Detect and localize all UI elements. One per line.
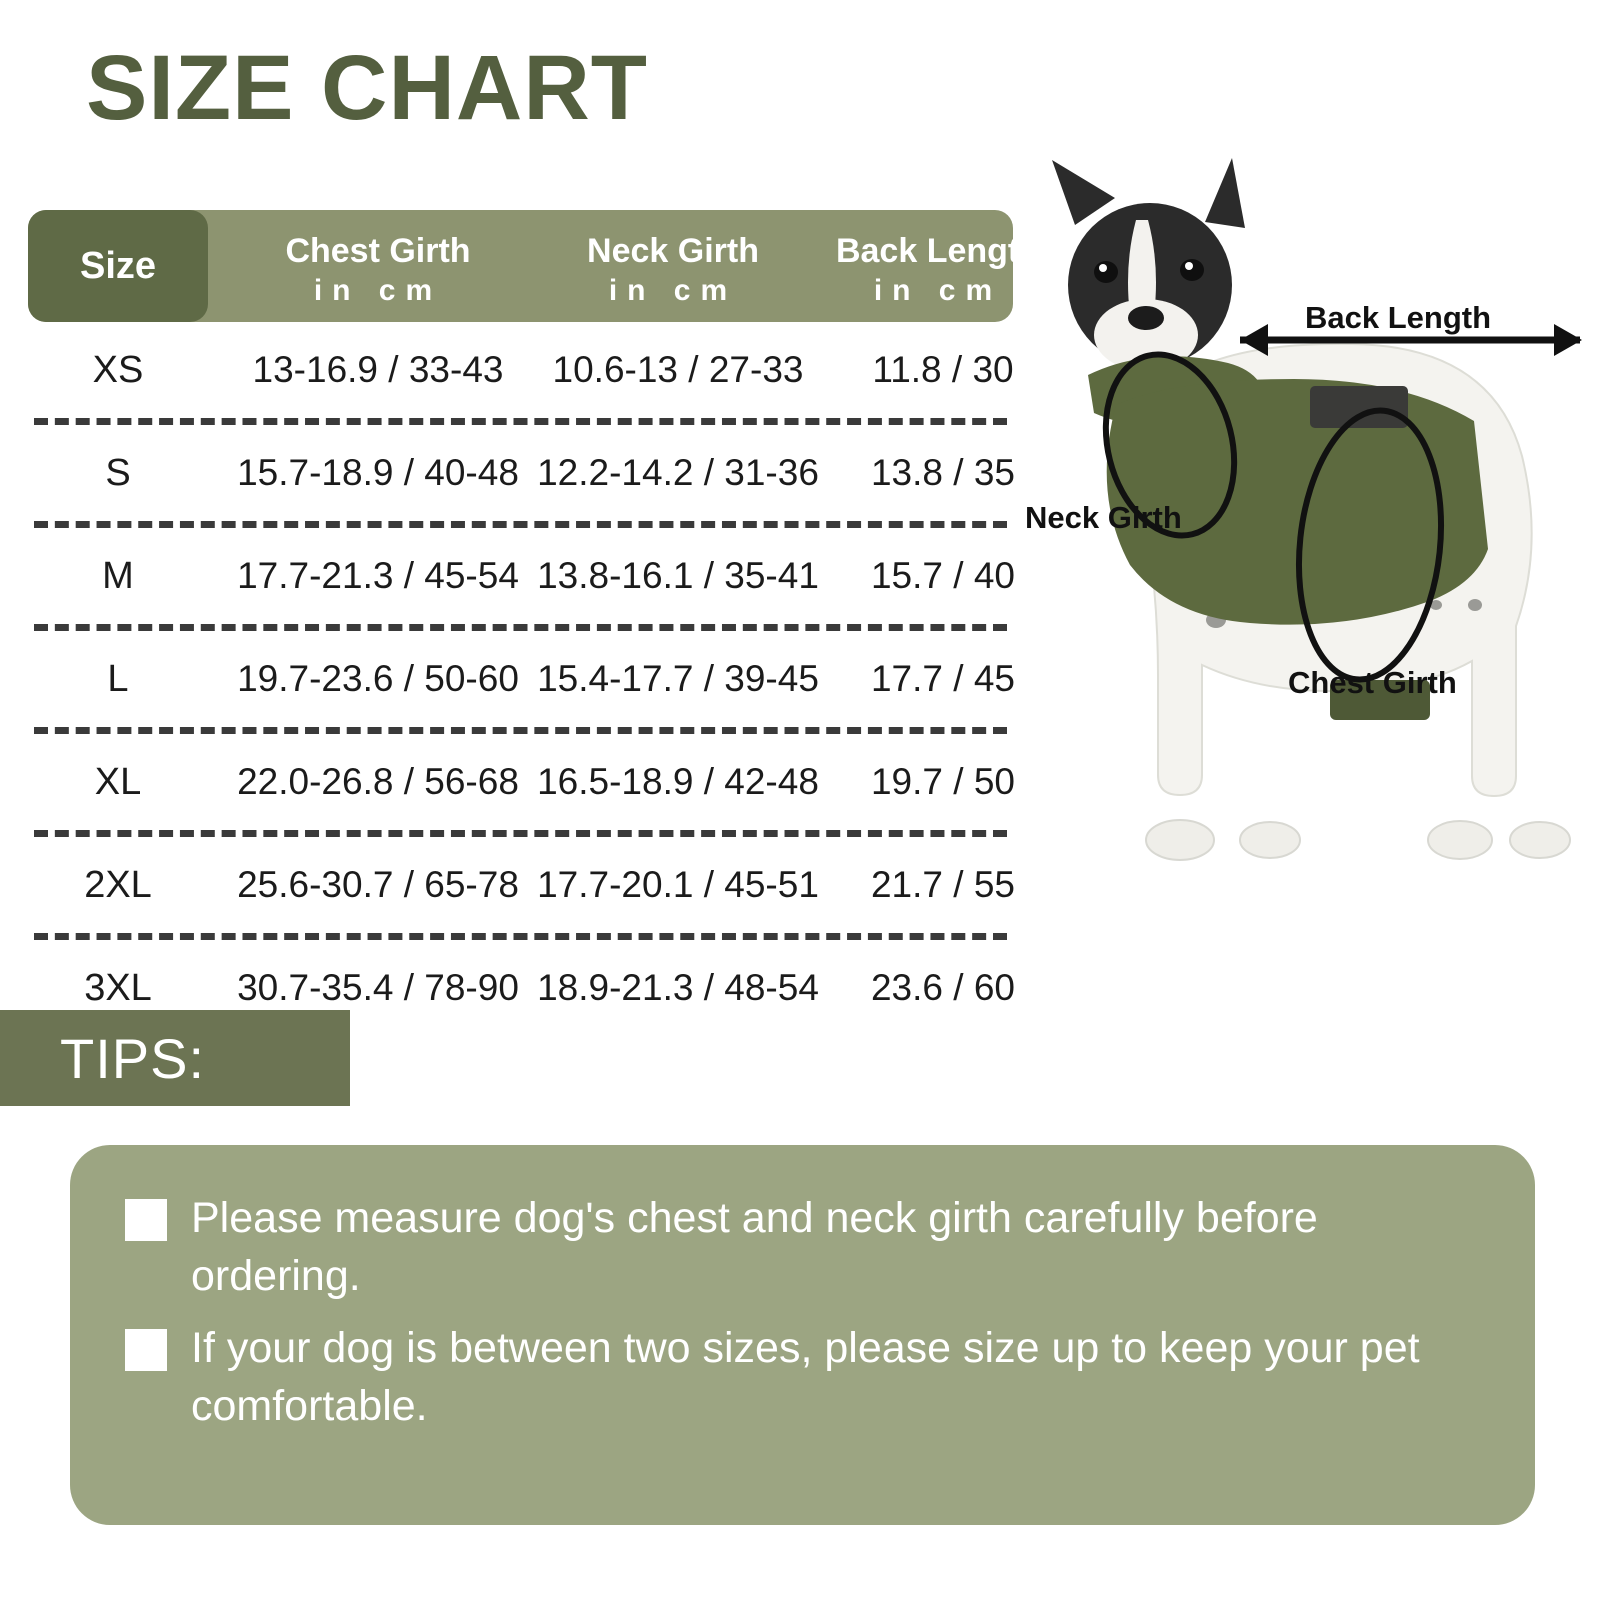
list-item bbox=[125, 1319, 1480, 1435]
row-size: XS bbox=[92, 348, 144, 391]
row-back: 17.7 / 45 bbox=[870, 658, 1015, 699]
row-neck: 12.2-14.2 / 31-36 bbox=[537, 452, 819, 493]
table-row bbox=[28, 322, 1013, 418]
table-header-row bbox=[28, 210, 1041, 322]
neck-girth-column-header bbox=[528, 232, 818, 309]
row-size: 3XL bbox=[84, 966, 152, 1009]
neck-girth-callout: Neck Girth bbox=[1025, 500, 1182, 535]
neck-girth-title: Neck Girth bbox=[587, 232, 759, 270]
chest-girth-units: in cm bbox=[313, 274, 443, 308]
row-size: M bbox=[102, 554, 134, 597]
tips-box bbox=[70, 1145, 1535, 1525]
row-divider bbox=[34, 727, 1007, 734]
table-row bbox=[28, 631, 1013, 727]
row-back: 13.8 / 35 bbox=[870, 452, 1015, 493]
bullet-square-icon bbox=[125, 1199, 167, 1241]
row-neck: 10.6-13 / 27-33 bbox=[552, 349, 804, 390]
back-length-title: Back Length bbox=[835, 232, 1041, 270]
table-row bbox=[28, 425, 1013, 521]
row-neck: 18.9-21.3 / 48-54 bbox=[537, 967, 819, 1008]
row-chest: 30.7-35.4 / 78-90 bbox=[237, 967, 519, 1008]
row-size: 2XL bbox=[84, 863, 152, 906]
row-neck: 13.8-16.1 / 35-41 bbox=[537, 555, 819, 596]
row-back: 23.6 / 60 bbox=[870, 967, 1015, 1008]
page-title: SIZE CHART bbox=[86, 37, 648, 139]
size-table bbox=[28, 210, 1041, 1036]
row-size: S bbox=[105, 451, 131, 494]
row-back: 15.7 / 40 bbox=[870, 555, 1015, 596]
row-neck: 16.5-18.9 / 42-48 bbox=[537, 761, 819, 802]
row-size: XL bbox=[94, 760, 142, 803]
row-size: L bbox=[107, 657, 129, 700]
table-row bbox=[28, 528, 1013, 624]
row-divider bbox=[34, 830, 1007, 837]
row-divider bbox=[34, 933, 1007, 940]
back-length-units: in cm bbox=[873, 274, 1003, 308]
row-back: 11.8 / 30 bbox=[872, 349, 1014, 390]
row-chest: 22.0-26.8 / 56-68 bbox=[237, 761, 519, 802]
neck-girth-units: in cm bbox=[608, 274, 738, 308]
row-neck: 15.4-17.7 / 39-45 bbox=[537, 658, 819, 699]
dog-measurement-diagram bbox=[1020, 150, 1600, 880]
row-neck: 17.7-20.1 / 45-51 bbox=[537, 864, 819, 905]
tip-text: Please measure dog's chest and neck girth carefully before ordering. bbox=[191, 1194, 1318, 1301]
back-length-callout: Back Length bbox=[1305, 300, 1492, 335]
tips-heading: TIPS: bbox=[0, 1010, 350, 1106]
row-back: 21.7 / 55 bbox=[870, 864, 1015, 905]
bullet-square-icon bbox=[125, 1329, 167, 1371]
table-row bbox=[28, 837, 1013, 933]
tip-text: If your dog is between two sizes, please size up to keep your pet comfortable. bbox=[191, 1324, 1420, 1431]
row-chest: 17.7-21.3 / 45-54 bbox=[237, 555, 519, 596]
row-chest: 19.7-23.6 / 50-60 bbox=[237, 658, 519, 699]
chest-girth-column-header bbox=[218, 232, 538, 309]
chest-girth-callout: Chest Girth bbox=[1288, 665, 1457, 700]
list-item bbox=[125, 1189, 1480, 1305]
row-divider bbox=[34, 624, 1007, 631]
row-chest: 13-16.9 / 33-43 bbox=[252, 349, 504, 390]
row-divider bbox=[34, 521, 1007, 528]
row-chest: 25.6-30.7 / 65-78 bbox=[237, 864, 519, 905]
chest-girth-title: Chest Girth bbox=[285, 232, 471, 270]
row-back: 19.7 / 50 bbox=[870, 761, 1015, 802]
size-column-header: Size bbox=[28, 210, 208, 322]
row-divider bbox=[34, 418, 1007, 425]
table-row bbox=[28, 734, 1013, 830]
row-chest: 15.7-18.9 / 40-48 bbox=[237, 452, 519, 493]
